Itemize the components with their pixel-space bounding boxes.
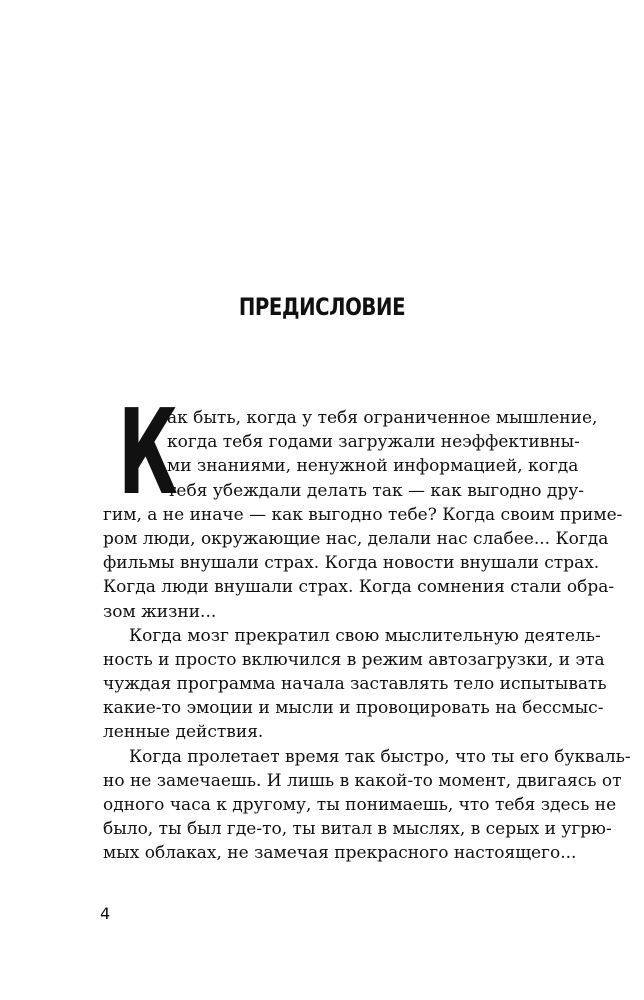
text-line: мых облаках, не замечая прекрасного настоящего...	[103, 843, 577, 864]
chapter-title: ПРЕДИСЛОВИЕ	[238, 293, 406, 321]
drop-cap: К	[118, 383, 178, 521]
text-line: Когда мозг прекратил свою мыслительную деятель-	[129, 625, 601, 646]
text-line: одного часа к другому, ты понимаешь, что тебя здесь не	[103, 795, 617, 815]
text-line: Когда люди внушали страх. Когда сомнения стали обра-	[103, 577, 615, 598]
text-line: было, ты был где-то, ты витал в мыслях, в серых и угрю-	[103, 819, 612, 840]
text-line: но не замечаешь. И лишь в какой-то момент, двигаясь от	[103, 770, 622, 791]
text-line: ак быть, когда у тебя ограниченное мышление,	[167, 408, 598, 428]
text-line: фильмы внушали страх. Когда новости внушали страх.	[103, 553, 600, 574]
text-line: Когда пролетает время так быстро, что ты его букваль-	[129, 746, 631, 767]
body-text	[103, 406, 631, 866]
text-line: гим, а не иначе — как выгодно тебе? Когда своим приме-	[103, 504, 623, 525]
text-line: когда тебя годами загружали неэффективны-	[167, 432, 580, 453]
text-line: чуждая программа начала заставлять тело испытывать	[103, 674, 607, 695]
text-line: ленные действия.	[103, 722, 264, 743]
text-line: тебя убеждали делать так — как выгодно дру-	[167, 480, 584, 501]
paragraph	[103, 406, 623, 624]
text-line: какие-то эмоции и мысли и провоцировать на бессмыс-	[103, 698, 604, 719]
page-number: 4	[100, 904, 111, 923]
text-line: ми знаниями, ненужной информацией, когда	[167, 456, 579, 477]
text-line: ность и просто включился в режим автозагрузки, и эта	[103, 649, 605, 670]
paragraph	[103, 624, 607, 745]
paragraph	[103, 745, 631, 866]
text-line: зом жизни...	[103, 601, 217, 622]
text-line: ром люди, окружающие нас, делали нас слабее... Когда	[103, 528, 609, 549]
